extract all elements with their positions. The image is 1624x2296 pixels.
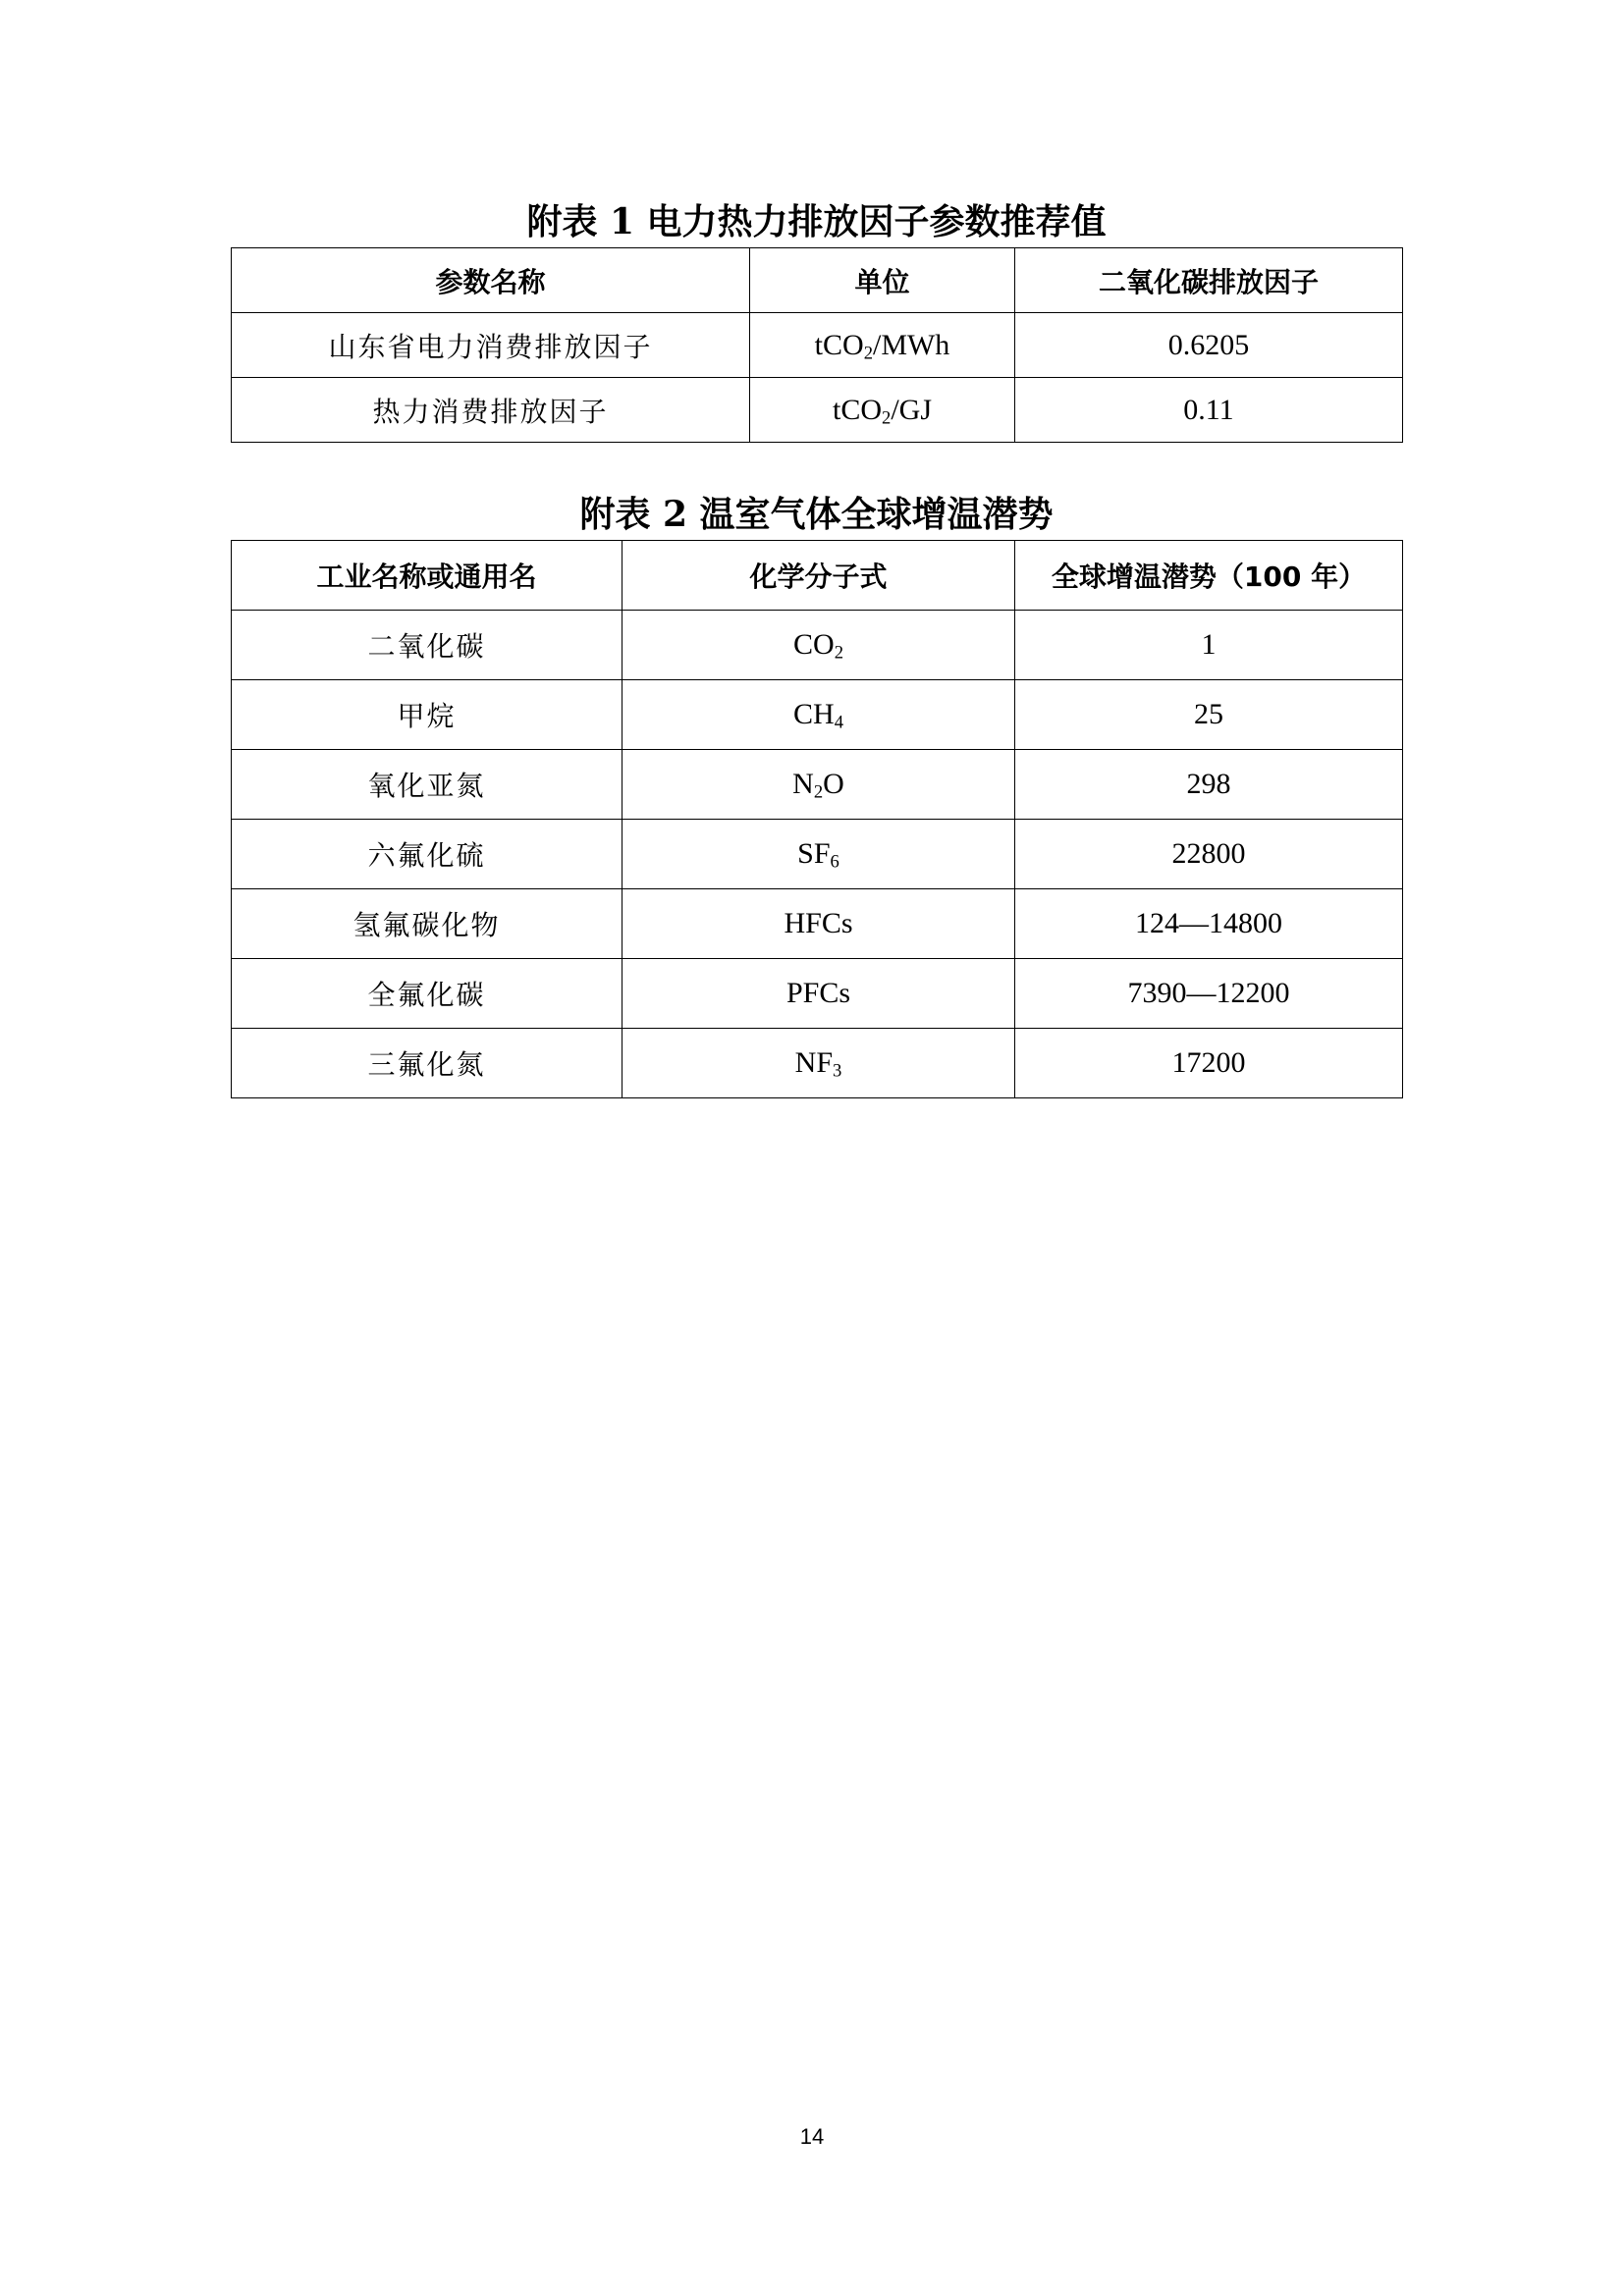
gwp-cell: 1: [1015, 611, 1403, 680]
formula-main: HFCs: [784, 907, 853, 939]
formula-cell: [623, 889, 1015, 959]
column-header: 单位: [750, 248, 1015, 313]
gwp-cell: 25: [1015, 680, 1403, 750]
gwp-cell: 124—14800: [1015, 889, 1403, 959]
column-header: 参数名称: [232, 248, 750, 313]
formula-cell: [623, 1029, 1015, 1098]
gas-name-cell: 六氟化硫: [232, 820, 623, 889]
formula-main: CH: [793, 698, 835, 730]
formula-subscript: 2: [813, 781, 824, 803]
gas-name-cell: 氧化亚氮: [232, 750, 623, 820]
formula-main: NF: [794, 1046, 834, 1079]
factor-cell: 0.11: [1015, 378, 1403, 443]
formula-subscript: 6: [830, 851, 839, 873]
gas-name-cell: 氢氟碳化物: [232, 889, 623, 959]
table-row: [232, 611, 1403, 680]
page-number: 14: [799, 2124, 825, 2149]
formula-cell: [623, 750, 1015, 820]
gas-name-cell: 三氟化氮: [232, 1029, 623, 1098]
unit-prefix: tCO: [814, 328, 864, 361]
table-row: [232, 889, 1403, 959]
table-row: [232, 680, 1403, 750]
emission-factor-table: [231, 247, 1403, 443]
formula-cell: [623, 959, 1015, 1029]
gas-name-cell: 二氧化碳: [232, 611, 623, 680]
gwp-table: [231, 540, 1403, 1098]
table-row: [232, 959, 1403, 1029]
formula-main: SF: [797, 837, 831, 870]
formula-subscript: 4: [834, 712, 843, 733]
column-header: 工业名称或通用名: [232, 541, 623, 611]
gwp-cell: 17200: [1015, 1029, 1403, 1098]
unit-subscript: 2: [863, 343, 873, 364]
formula-cell: [623, 611, 1015, 680]
table-header-row: [232, 248, 1403, 313]
table-header-row: [232, 541, 1403, 611]
formula-main: N: [792, 768, 814, 800]
unit-subscript: 2: [882, 407, 892, 429]
formula-main: CO: [793, 628, 835, 661]
table-row: [232, 1029, 1403, 1098]
factor-cell: 0.6205: [1015, 313, 1403, 378]
unit-cell: [750, 378, 1015, 443]
unit-cell: [750, 313, 1015, 378]
table-row: [232, 750, 1403, 820]
gas-name-cell: 甲烷: [232, 680, 623, 750]
parameter-name-cell: 山东省电力消费排放因子: [232, 313, 750, 378]
formula-cell: [623, 680, 1015, 750]
unit-suffix: /GJ: [891, 393, 932, 426]
unit-suffix: /MWh: [872, 328, 950, 361]
table-row: [232, 313, 1403, 378]
column-header: 全球增温潜势（100 年）: [1015, 541, 1403, 611]
formula-tail: O: [823, 768, 844, 800]
formula-cell: [623, 820, 1015, 889]
gwp-cell: 22800: [1015, 820, 1403, 889]
table1-title: 附表 1 电力热力排放因子参数推荐值: [526, 201, 1107, 242]
gwp-cell: 298: [1015, 750, 1403, 820]
formula-main: PFCs: [785, 977, 851, 1009]
table-row: [232, 820, 1403, 889]
table2-title: 附表 2 温室气体全球增温潜势: [579, 494, 1054, 535]
parameter-name-cell: 热力消费排放因子: [232, 378, 750, 443]
column-header: 二氧化碳排放因子: [1015, 248, 1403, 313]
unit-prefix: tCO: [833, 393, 883, 426]
gwp-cell: 7390—12200: [1015, 959, 1403, 1029]
formula-subscript: 2: [834, 642, 843, 664]
table-row: [232, 378, 1403, 443]
gas-name-cell: 全氟化碳: [232, 959, 623, 1029]
column-header: 化学分子式: [623, 541, 1015, 611]
formula-subscript: 3: [833, 1060, 842, 1082]
